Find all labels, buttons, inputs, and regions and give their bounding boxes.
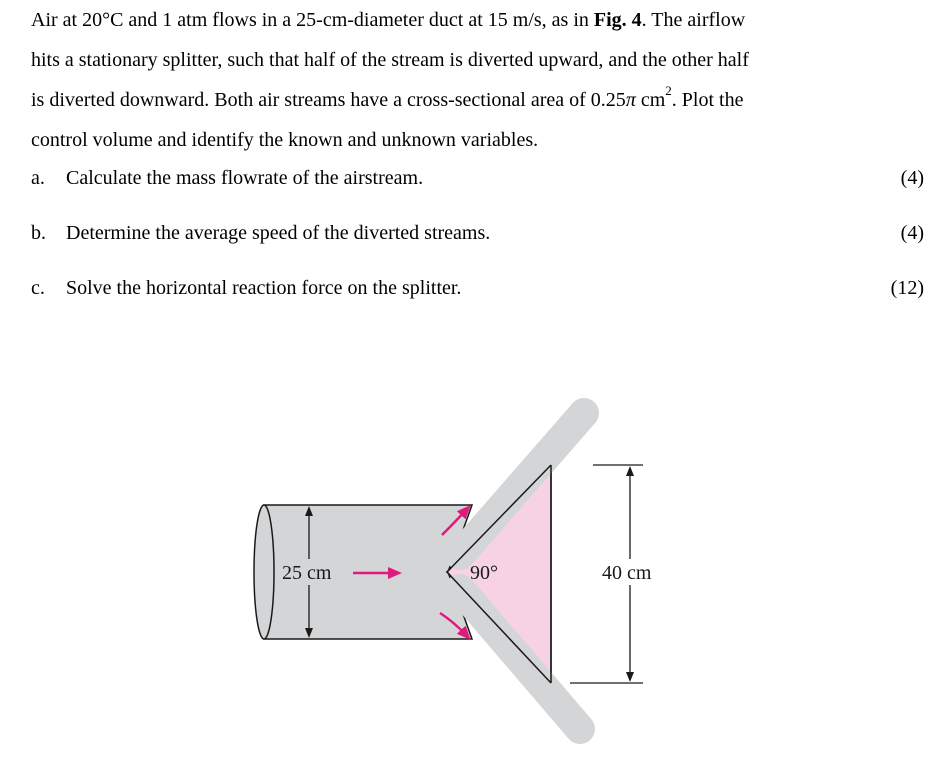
problem-line-3-tail: . Plot the xyxy=(671,89,744,111)
problem-line-3-text: is diverted downward. Both air streams have a cross-sectional area of 0.25 xyxy=(31,89,626,111)
pi-symbol: π xyxy=(625,89,636,111)
duct-cut-end xyxy=(254,505,274,639)
unit-exponent: 2 xyxy=(665,83,672,99)
question-text: Solve the horizontal reaction force on the splitter. xyxy=(66,277,462,299)
splitter-diagram xyxy=(240,395,680,755)
question-marks: (4) xyxy=(900,222,924,244)
height-label: 40 cm xyxy=(602,562,652,584)
problem-line-2: hits a stationary splitter, such that half of the stream is diverted upward, and the other half xyxy=(31,49,749,71)
question-letter: c. xyxy=(31,277,45,299)
problem-line-4: control volume and identify the known and unknown variables. xyxy=(31,129,539,151)
question-letter: b. xyxy=(31,222,46,244)
question-a xyxy=(31,163,924,193)
area-unit: cm xyxy=(635,89,666,111)
angle-label: 90° xyxy=(470,562,498,584)
splitter-figure xyxy=(240,395,680,755)
problem-line-1 xyxy=(31,0,745,40)
problem-line-1-tail: . The airflow xyxy=(641,9,746,31)
duct-diameter-label: 25 cm xyxy=(282,562,332,584)
question-text: Calculate the mass flowrate of the airstream. xyxy=(66,167,424,189)
problem-line-3 xyxy=(31,80,743,120)
question-letter: a. xyxy=(31,167,45,189)
problem-line-1-text: Air at 20°C and 1 atm flows in a 25-cm-diameter duct at 15 m/s, as in xyxy=(31,9,594,31)
question-marks: (4) xyxy=(900,167,924,189)
figure-reference: Fig. 4 xyxy=(593,9,642,31)
question-c xyxy=(31,273,924,303)
question-text: Determine the average speed of the diverted streams. xyxy=(66,222,491,244)
question-marks: (12) xyxy=(890,277,924,299)
question-b xyxy=(31,218,924,248)
